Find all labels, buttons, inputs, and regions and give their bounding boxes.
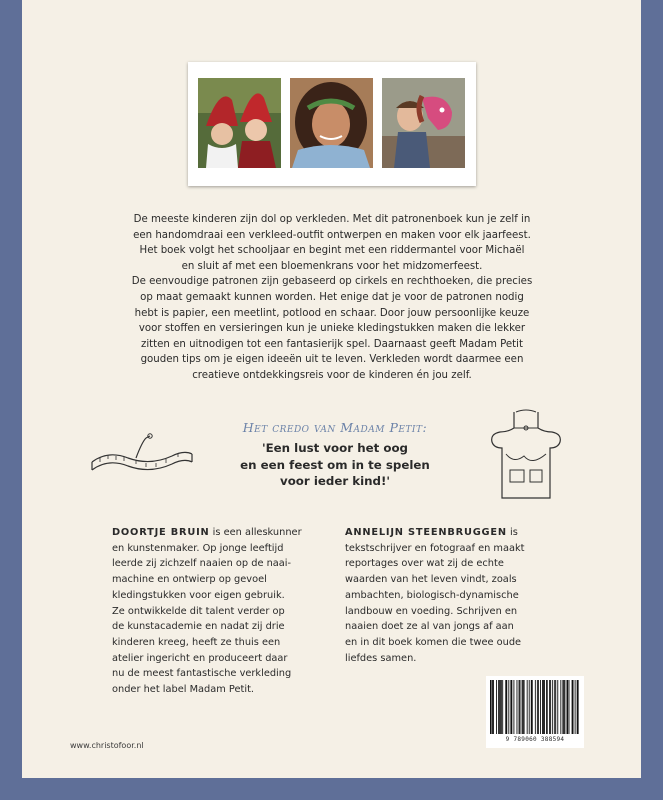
credo-quote-line: 'Een lust voor het oog (261, 441, 408, 455)
photo-leaf-crown-girl (290, 78, 373, 168)
intro-line: en sluit af met een bloemenkrans voor het midzomerfeest. (181, 260, 483, 272)
barcode-bars (490, 680, 580, 734)
intro-line: De eenvoudige patronen zijn gebaseerd op cirkels en rechthoeken, die precies (131, 276, 533, 288)
credo-quote (220, 440, 450, 490)
intro-line: voor stoffen en versieringen kun je unieke kledingstukken maken die lekker (138, 323, 526, 335)
bio-annelijn-steenbruggen (345, 525, 525, 666)
credo-quote-line: en een feest om in te spelen (240, 457, 430, 472)
bio-line: kinderen kreeg, heeft ze thuis een (112, 636, 281, 648)
author-name: ANNELIJN STEENBRUGGEN (345, 527, 507, 538)
bio-line: de kunstacademie en nadat zij drie (112, 621, 285, 633)
measuring-tape-icon (88, 432, 196, 478)
cover-frame-right (641, 0, 663, 800)
intro-line: een handomdraai een verkleed-outfit ontwerpen en maken voor elk jaarfeest. (133, 229, 531, 241)
isbn-number: 9 789060 388594 (505, 736, 565, 743)
bio-text: is een alleskunner (209, 527, 302, 538)
bio-text: is (506, 527, 518, 538)
intro-line: zitten en uitnodigen tot een fantasierijk spel. Daarnaast geeft Madam Petit (141, 338, 523, 350)
intro-line: gouden tips om je eigen ideeën uit te leven. Verkleden wordt daarmee een (140, 354, 524, 366)
bio-line: tekstschrijver en fotograaf en maakt (345, 542, 525, 554)
bio-line: naaien doet ze al van jongs af aan (345, 621, 514, 633)
bio-line: en kunstenmaker. Op jonge leeftijd (112, 542, 284, 554)
intro-line: Het boek volgt het schooljaar en begint met een riddermantel voor Michaël (139, 245, 525, 257)
bio-line: landbouw en voeding. Schrijven en (345, 605, 518, 617)
bio-line: waarden van het leven vindt, zoals (345, 574, 517, 586)
bio-line: machine en ontwierp op gevoel (112, 574, 267, 586)
bio-line: Ze ontwikkelde dit talent verder op (112, 605, 285, 617)
publisher-website: www.christofoor.nl (70, 741, 144, 750)
intro-text (112, 212, 552, 384)
bio-line: kledingstukken voor eigen gebruik. (112, 589, 285, 601)
bio-line: ambachten, biologisch-dynamische (345, 589, 519, 601)
bio-line: atelier ingericht en produceert daar (112, 652, 288, 664)
bio-doortje-bruin (112, 525, 302, 698)
credo-title: Het credo van Madam Petit: (242, 420, 428, 435)
intro-line: creatieve ontdekkingsreis voor de kinderen én jou zelf. (192, 369, 472, 381)
bio-line: liefdes samen. (345, 652, 417, 664)
bio-line: leerde zij zichzelf naaien op de naai- (112, 558, 292, 570)
bio-line: nu de meest fantastische verkleding (112, 668, 292, 680)
intro-line: De meeste kinderen zijn dol op verkleden. Met dit patronenboek kun je zelf in (133, 214, 531, 225)
bio-line: en in dit boek komen die twee oude (345, 636, 522, 648)
bio-line: onder het label Madam Petit. (112, 684, 255, 696)
photo-hobby-horse (382, 78, 465, 168)
author-name: DOORTJE BRUIN (112, 527, 210, 538)
intro-line: hebt is papier, een meetlint, potlood en schaar. Door jouw persoonlijke keuze (134, 307, 530, 319)
intro-line: op maat gemaakt kunnen worden. Het enige dat je voor de patronen nodig (140, 291, 524, 303)
photo-strip (188, 62, 476, 186)
credo-quote-line: voor ieder kind!' (280, 474, 390, 488)
photo-gnome-children (198, 78, 281, 168)
isbn-barcode (486, 676, 584, 748)
cover-frame-bottom (0, 778, 663, 800)
apron-icon (486, 408, 566, 504)
cover-frame-left (0, 0, 22, 800)
bio-line: reportages over wat zij de echte (345, 558, 504, 570)
